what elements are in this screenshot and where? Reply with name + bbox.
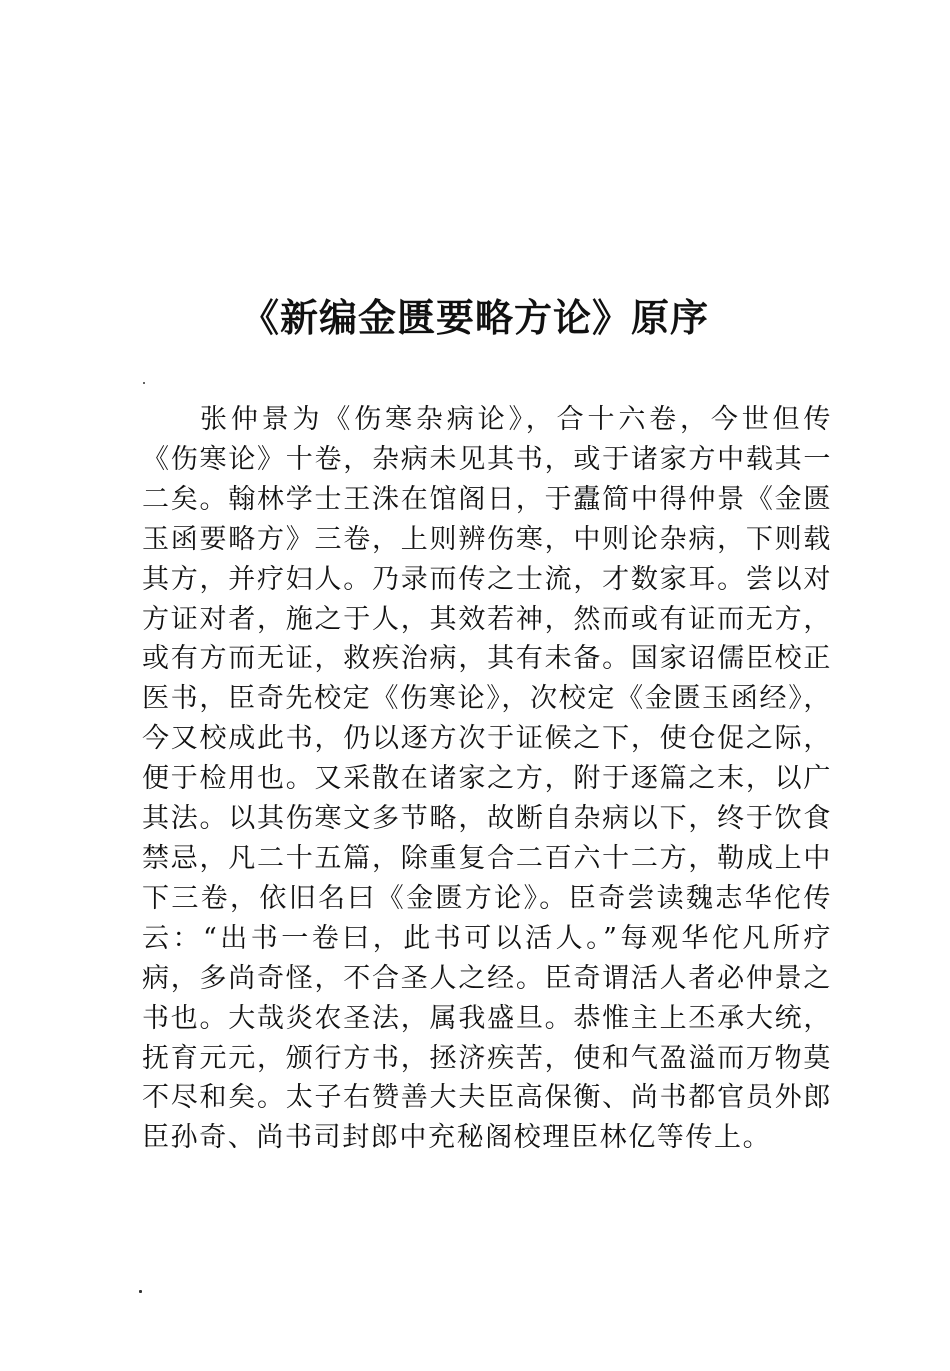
page-title: 《新编金匮要略方论》原序 <box>240 295 709 340</box>
scan-speck <box>139 1290 142 1293</box>
scan-speck <box>143 382 145 384</box>
preface-paragraph: 张仲景为《伤寒杂病论》，合十六卷，今世但传《伤寒论》十卷，杂病未见其书，或于诸家方中载其一二矣。翰林学士王洙在馆阁日，于蠹简中得仲景《金匮玉函要略方》三卷，上则辨伤寒，中则论杂病，下则载其方，并疗妇人。乃录而传之士流，才数家耳。尝以对方证对者，施之于人，其效若神，然而或有证而无方，或有方而无证，救疾治病，其有未备。国家诏儒臣校正医书，臣奇先校定《伤寒论》，次校定《金匮玉函经》，今又校成此书，仍以逐方次于证候之下，使仓促之际，便于检用也。又采散在诸家之方，附于逐篇之末，以广其法。以其伤寒文多节略，故断自杂病以下，终于饮食禁忌，凡二十五篇，除重复合二百六十二方，勒成上中下三卷，依旧名曰《金匮方论》。臣奇尝读魏志华佗传云：“出书一卷曰，此书可以活人。”每观华佗凡所疗病，多尚奇怪，不合圣人之经。臣奇谓活人者必仲景之书也。大哉炎农圣法，属我盛旦。恭惟主上丕承大统，抚育元元，颁行方书，拯济疾苦，使和气盈溢而万物莫不尽和矣。太子右赞善大夫臣高保衡、尚书都官员外郎臣孙奇、尚书司封郎中充秘阁校理臣林亿等传上。 <box>142 404 832 1154</box>
